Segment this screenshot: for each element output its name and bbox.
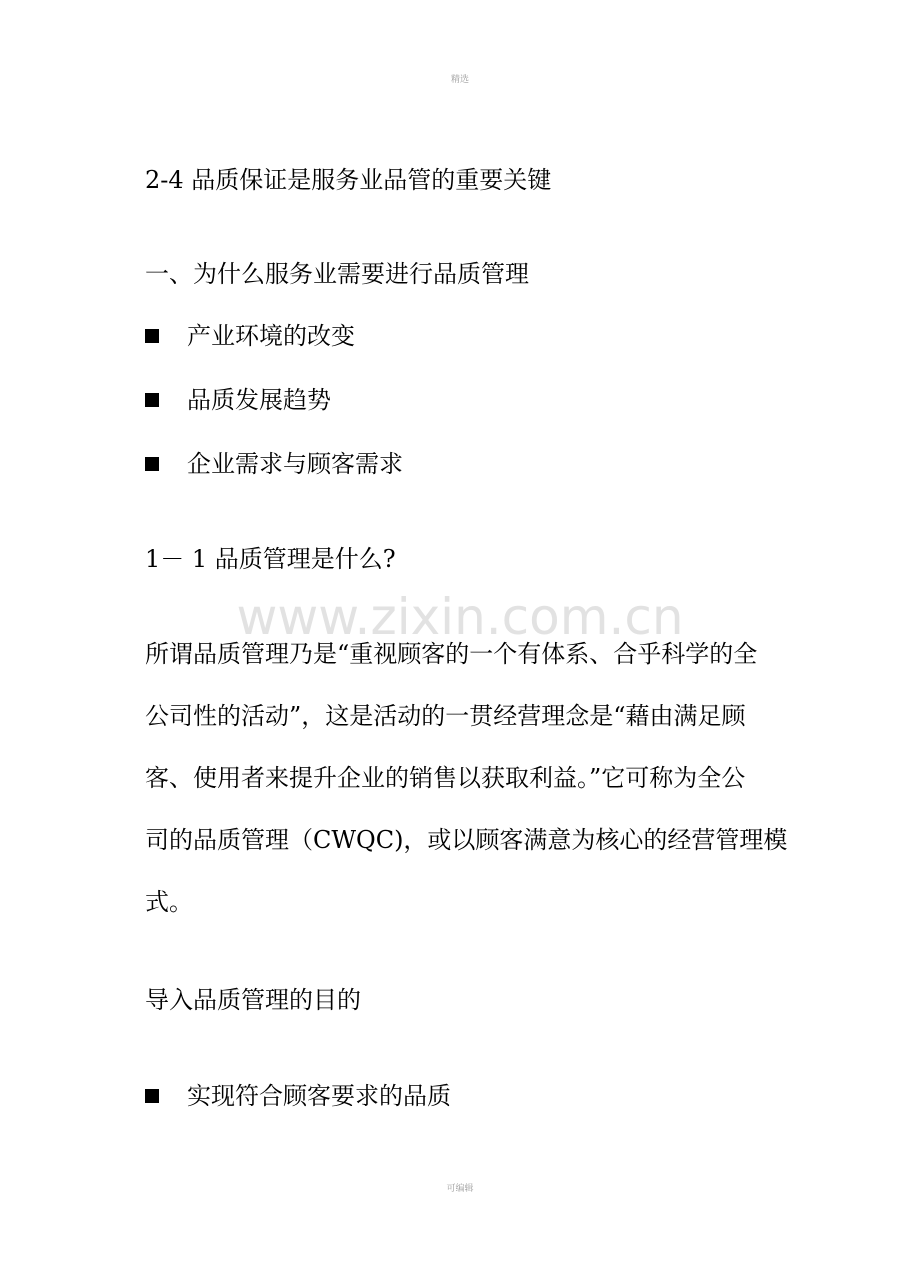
section-heading: 一、为什么服务业需要进行品质管理	[145, 260, 529, 288]
paragraph-line: 式。	[145, 888, 193, 916]
paragraph	[145, 623, 788, 933]
list-item-label: 企业需求与顾客需求	[187, 450, 403, 478]
list-item-label: 产业环境的改变	[187, 322, 355, 350]
list-item	[145, 449, 403, 479]
paragraph-line: 所谓品质管理乃是“重视顾客的一个有体系、合乎科学的全	[145, 640, 758, 668]
document-title: 2-4 品质保证是服务业品管的重要关键	[145, 166, 552, 194]
square-bullet-icon	[145, 1089, 159, 1103]
list-item-label: 品质发展趋势	[187, 386, 331, 414]
header-mark: 精选	[450, 75, 469, 85]
paragraph-line: 司的品质管理（CWQC)，或以顾客满意为核心的经营管理模	[145, 826, 788, 854]
list-item-label: 实现符合顾客要求的品质	[187, 1082, 451, 1110]
square-bullet-icon	[145, 393, 159, 407]
paragraph-line: 客、使用者来提升企业的销售以获取利益。”它可称为全公	[145, 764, 746, 792]
paragraph-line: 公司性的活动”，这是活动的一贯经营理念是“藉由满足顾	[145, 702, 746, 730]
square-bullet-icon	[145, 457, 159, 471]
list-item	[145, 321, 355, 351]
watermark: www.zixin.com.cn	[236, 588, 684, 646]
square-bullet-icon	[145, 329, 159, 343]
footer-mark: 可编辑	[446, 1184, 474, 1194]
purpose-heading: 导入品质管理的目的	[145, 986, 361, 1014]
subheading: 1－ 1 品质管理是什么?	[145, 545, 396, 573]
list-item	[145, 1081, 451, 1111]
list-item	[145, 385, 331, 415]
